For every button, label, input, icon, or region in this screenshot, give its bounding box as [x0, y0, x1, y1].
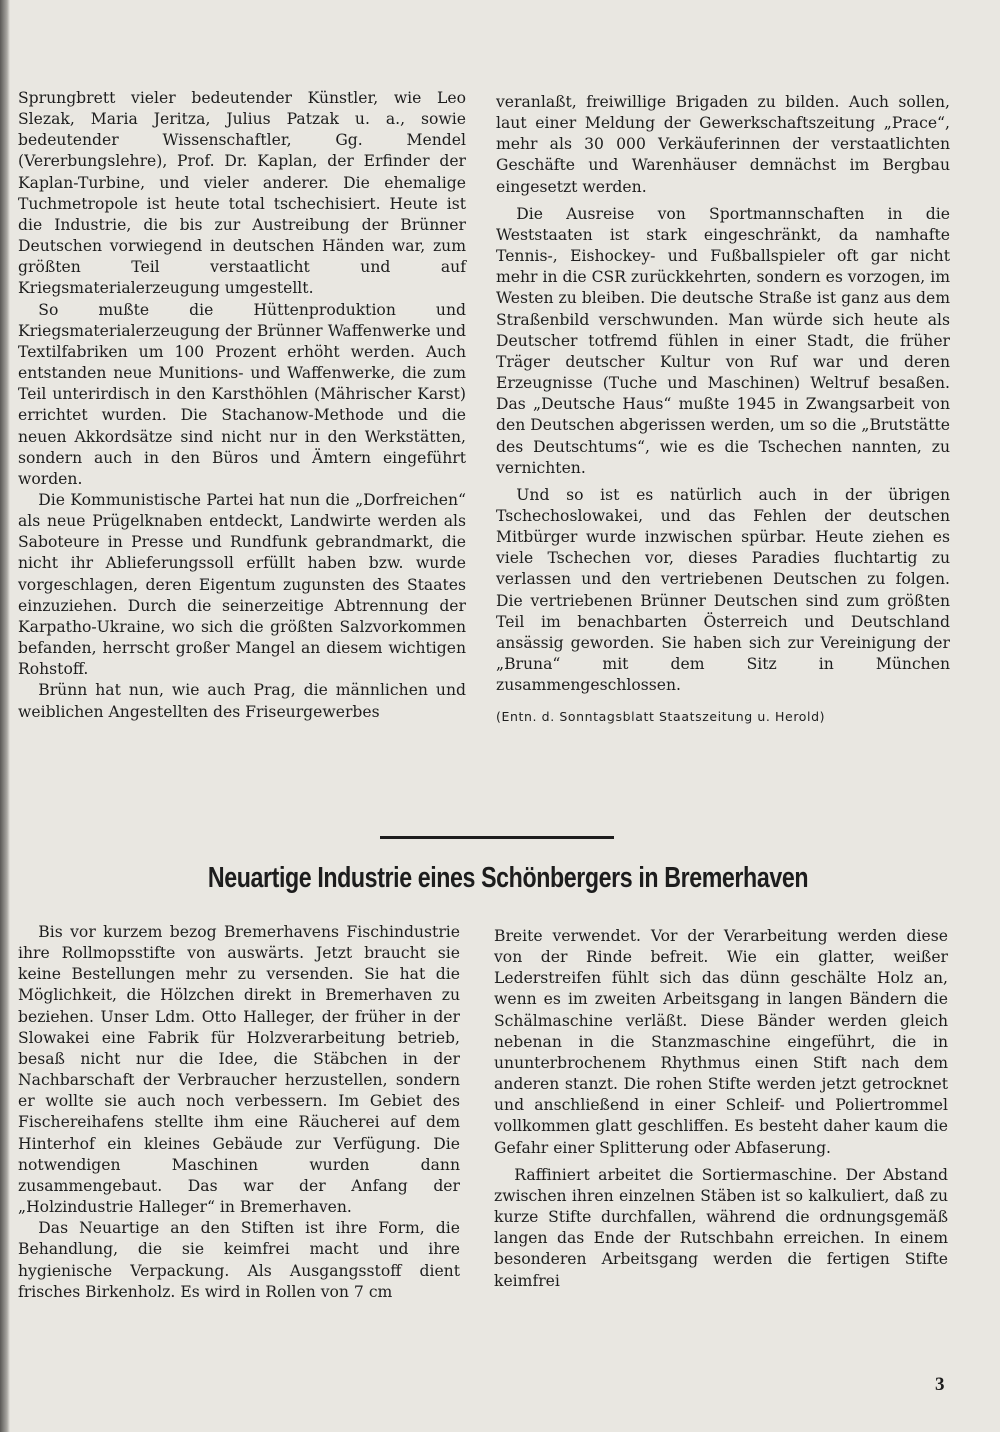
paragraph: Sprungbrett vieler bedeutender Künstler, wie Leo Slezak, Maria Jeritza, Julius Patzak u. a., sowie bedeutender Wissenschaftler, Gg. Mendel (Vererbungslehre), Prof. Dr. Kaplan, der Erfinder der Kaplan-Turbine, und vieler anderer. Die ehemalige Tuchmetropole ist heute total tschechisiert. Heute ist die Industrie, die bis zur Austreibung der Brünner Deutschen vorwiegend in deutschen Händen war, zum größten Teil verstaatlicht und auf Kriegsmaterialerzeugung umgestellt.	[18, 89, 466, 298]
paragraph: Raffiniert arbeitet die Sortiermaschine. Der Abstand zwischen ihren einzelnen Stäben ist so kalkuliert, daß zu kurze Stifte durchfallen, während die ordnungsgemäß langen das Ende der Rutschbahn erreichen. In einem besonderen Arbeitsgang werden die fertigen Stifte keimfrei	[494, 1165, 948, 1290]
page-binding-shadow	[0, 0, 10, 1432]
article1-column-right	[496, 92, 950, 728]
paragraph: Die Kommunistische Partei hat nun die „Dorfreichen“ als neue Prügelknaben entdeckt, Landwirte werden als Saboteure in Presse und Rundfunk gebrandmarkt, die nicht ihr Ablieferungssoll erfüllt haben bzw. wurde vorgeschlagen, deren Eigentum zugunsten des Staates einzuziehen. Durch die seinerzeitige Abtrennung der Karpatho-Ukraine, wo sich die größten Salzvorkommen befanden, herrscht großer Mangel an diesem wichtigen Rohstoff.	[18, 490, 466, 679]
paragraph: Das Neuartige an den Stiften ist ihre Form, die Behandlung, die sie keimfrei macht und ihre hygienische Verpackung. Als Ausgangsstoff dient frisches Birkenholz. Es wird in Rollen von 7 cm	[18, 1219, 460, 1301]
paragraph: So mußte die Hüttenproduktion und Kriegsmaterialerzeugung der Brünner Waffenwerke und Textilfabriken um 100 Prozent erhöht werden. Auch entstanden neue Munitions- und Waffenwerke, die zum Teil unterirdisch in den Karsthöhlen (Mährischer Karst) errichtet wurden. Die Stachanow-Methode und die neuen Akkordsätze sind nicht nur in den Werkstätten, sondern auch in den Büros und Ämtern eingeführt worden.	[18, 300, 466, 488]
page-number: 3	[935, 1374, 945, 1395]
paragraph: veranlaßt, freiwillige Brigaden zu bilden. Auch sollen, laut einer Meldung der Gewerkschaftszeitung „Prace“, mehr als 30 000 Verkäuferinnen der verstaatlichten Geschäfte und Warenhäuser demnächst im Bergbau eingesetzt werden.	[496, 93, 950, 196]
section-divider	[380, 836, 614, 839]
paragraph: Die Ausreise von Sportmannschaften in die Weststaaten ist stark eingeschränkt, da namhafte Tennis-, Eishockey- und Fußballspieler oft gar nicht mehr in die CSR zurückkehrten, sondern es vorzogen, im Westen zu bleiben. Die deutsche Straße ist ganz aus dem Straßenbild verschwunden. Man würde sich heute als Deutscher totfremd fühlen in einer Stadt, die früher Träger deutscher Kultur von Ruf war und deren Erzeugnisse (Tuche und Maschinen) Weltruf besaßen. Das „Deutsche Haus“ mußte 1945 in Zwangsarbeit von den Deutschen abgerissen werden, um so die „Brutstätte des Deutschtums“, wie es die Tschechen nannten, zu vernichten.	[496, 204, 950, 477]
paragraph: Brünn hat nun, wie auch Prag, die männlichen und weiblichen Angestellten des Friseurgewerbes	[18, 681, 466, 721]
article2-column-right	[494, 926, 948, 1292]
article-headline: Neuartige Industrie eines Schönbergers in Bremerhaven	[207, 862, 809, 894]
paragraph: Breite verwendet. Vor der Verarbeitung werden diese von der Rinde befreit. Wie ein glatter, weißer Lederstreifen fühlt sich das dünn geschälte Holz an, wenn es im zweiten Arbeitsgang in langen Bändern die Schälmaschine verläßt. Diese Bänder werden gleich nebenan in die Stanzmaschine eingeführt, die in ununterbrochenem Rhythmus einen Stift nach dem anderen stanzt. Die rohen Stifte werden jetzt getrocknet und anschließend in einer Schleif- und Poliertrommel vollkommen glatt geschliffen. Es besteht daher kaum die Gefahr einer Splitterung oder Abfaserung.	[494, 927, 948, 1157]
article1-column-left	[18, 88, 466, 723]
paragraph: Bis vor kurzem bezog Bremerhavens Fischindustrie ihre Rollmopsstifte von auswärts. Jetzt braucht sie keine Bestellungen mehr zu versenden. Sie hat die Möglichkeit, die Hölzchen direkt in Bremerhaven zu beziehen. Unser Ldm. Otto Halleger, der früher in der Slowakei eine Fabrik für Holzverarbeitung betrieb, besaß nicht nur die Idee, die Stäbchen in der Nachbarschaft der Verbraucher herzustellen, sondern er wollte sie auch noch verbessern. Im Gebiet des Fischereihafens stellte ihm eine Räucherei auf dem Hinterhof ein kleines Gebäude zur Verfügung. Die notwendigen Maschinen wurden dann zusammengebaut. Das war der Anfang der „Holzindustrie Halleger“ in Bremerhaven.	[18, 923, 460, 1217]
paragraph: Und so ist es natürlich auch in der übrigen Tschechoslowakei, und das Fehlen der deutschen Mitbürger wurde inzwischen spürbar. Heute ziehen es viele Tschechen vor, dieses Paradies fluchtartig zu verlassen und den vertriebenen Deutschen zu folgen. Die vertriebenen Brünner Deutschen sind zum größten Teil im benachbarten Österreich und Deutschland ansässig geworden. Sie haben sich zur Vereinigung der „Bruna“ mit dem Sitz in München zusammengeschlossen.	[496, 485, 950, 695]
source-note: (Entn. d. Sonntagsblatt Staatszeitung u. Herold)	[496, 709, 826, 725]
article2-column-left	[18, 922, 460, 1303]
